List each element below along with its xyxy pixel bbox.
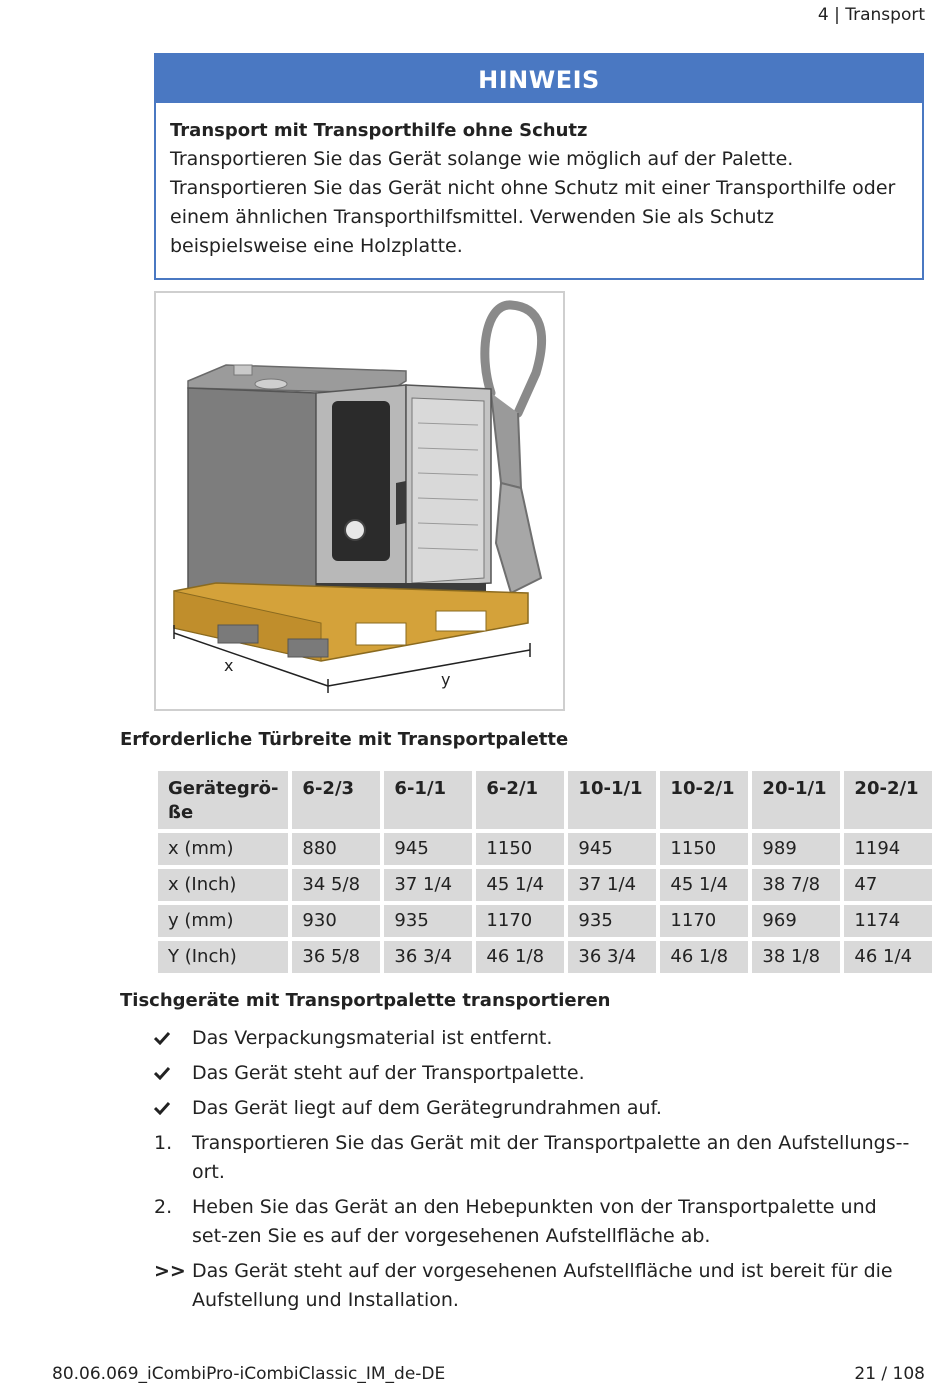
result-marker: >> (154, 1260, 186, 1282)
row-label: Y (Inch) (158, 941, 288, 973)
header-cell: Gerätegrö- ße (158, 771, 288, 829)
pallet-truck-pump (496, 483, 541, 593)
table-cell: 36 3/4 (384, 941, 472, 973)
door-window (412, 398, 484, 583)
table-cell: 930 (292, 905, 380, 937)
table-cell: 45 1/4 (476, 869, 564, 901)
notice-line: Transportieren Sie das Gerät solange wie möglich auf der Palette. (170, 148, 794, 170)
table-row (158, 905, 932, 937)
table-header-row (158, 771, 932, 829)
step-text: Transportieren Sie das Gerät mit der Transportpalette an den Aufstellungs-ort. (192, 1132, 910, 1183)
truck-wheel (218, 625, 258, 643)
table-row (158, 941, 932, 973)
steps-heading: Tischgeräte mit Transportpalette transportieren (120, 990, 611, 1011)
step-text: Das Gerät liegt auf dem Gerätegrundrahmen auf. (192, 1097, 662, 1119)
notice-title: Transport mit Transporthilfe ohne Schutz (170, 120, 588, 141)
table-cell: 45 1/4 (660, 869, 748, 901)
header-cell: 6-2/1 (476, 771, 564, 829)
step-item (154, 1024, 924, 1053)
table-cell: 36 5/8 (292, 941, 380, 973)
step-number: 1. (154, 1132, 173, 1154)
header-cell: 20-2/1 (844, 771, 932, 829)
table-cell: 36 3/4 (568, 941, 656, 973)
door-width-table (154, 767, 936, 977)
table-cell: 935 (384, 905, 472, 937)
step-item (154, 1129, 924, 1187)
step-item (154, 1059, 924, 1088)
row-label: x (Inch) (158, 869, 288, 901)
table-cell: 37 1/4 (568, 869, 656, 901)
notice-line: beispielsweise eine Holzplatte. (170, 235, 463, 257)
document-id: 80.06.069_iCombiPro-iCombiClassic_IM_de-DE (52, 1364, 446, 1384)
row-label: y (mm) (158, 905, 288, 937)
oven-vent (234, 365, 252, 375)
table-cell: 1174 (844, 905, 932, 937)
table-cell: 47 (844, 869, 932, 901)
header-cell: 6-1/1 (384, 771, 472, 829)
step-text: Das Verpackungsmaterial ist entfernt. (192, 1027, 553, 1049)
table-cell: 945 (568, 833, 656, 865)
page-number: 21 / 108 (854, 1364, 925, 1384)
header-cell: 10-1/1 (568, 771, 656, 829)
header-cell: 6-2/3 (292, 771, 380, 829)
table-cell: 37 1/4 (384, 869, 472, 901)
row-label: x (mm) (158, 833, 288, 865)
table-cell: 935 (568, 905, 656, 937)
step-number: 2. (154, 1196, 173, 1218)
dimension-y-line (328, 650, 530, 686)
header-cell: 20-1/1 (752, 771, 840, 829)
table-cell: 989 (752, 833, 840, 865)
dimension-y-label: y (441, 670, 451, 689)
notice-body (156, 103, 922, 261)
table-row (158, 833, 932, 865)
table-cell: 880 (292, 833, 380, 865)
step-text: Das Gerät steht auf der Transportpalette. (192, 1062, 585, 1084)
notice-box (154, 53, 924, 280)
pallet-gap (356, 623, 406, 645)
step-item (154, 1094, 924, 1123)
table-cell: 1150 (476, 833, 564, 865)
table-row (158, 869, 932, 901)
control-dial (345, 520, 365, 540)
table-cell: 1170 (476, 905, 564, 937)
step-item (154, 1257, 924, 1315)
section-header: 4 | Transport (817, 5, 925, 25)
notice-heading: HINWEIS (156, 55, 922, 103)
table-cell: 1150 (660, 833, 748, 865)
table-cell: 1170 (660, 905, 748, 937)
truck-wheel (288, 639, 328, 657)
table-cell: 38 7/8 (752, 869, 840, 901)
step-item (154, 1193, 924, 1251)
step-text: Das Gerät steht auf der vorgesehenen Aufstellfläche und ist bereit für die Aufstellung und Installation. (192, 1260, 893, 1311)
table-heading: Erforderliche Türbreite mit Transportpalette (120, 729, 569, 750)
pallet-gap (436, 611, 486, 631)
table-cell: 945 (384, 833, 472, 865)
table-cell: 1194 (844, 833, 932, 865)
transport-figure (154, 291, 565, 711)
step-text: Heben Sie das Gerät an den Hebepunkten von der Transportpalette und set-zen Sie es auf der vorgesehenen Aufstellfläche ab. (192, 1196, 877, 1247)
table-cell: 38 1/8 (752, 941, 840, 973)
oven-side-panel (188, 388, 316, 613)
table-cell: 969 (752, 905, 840, 937)
table-cell: 46 1/8 (476, 941, 564, 973)
header-cell: 10-2/1 (660, 771, 748, 829)
table-cell: 34 5/8 (292, 869, 380, 901)
table-cell: 46 1/8 (660, 941, 748, 973)
oven-chimney (255, 379, 287, 389)
dimension-x-label: x (224, 656, 234, 675)
table-cell: 46 1/4 (844, 941, 932, 973)
notice-line: einem ähnlichen Transporthilfsmittel. Verwenden Sie als Schutz (170, 206, 774, 228)
oven-on-pallet-illustration (156, 293, 563, 709)
steps-list (154, 1024, 924, 1321)
door-handle (396, 481, 406, 525)
notice-line: Transportieren Sie das Gerät nicht ohne Schutz mit einer Transporthilfe oder (170, 177, 896, 199)
